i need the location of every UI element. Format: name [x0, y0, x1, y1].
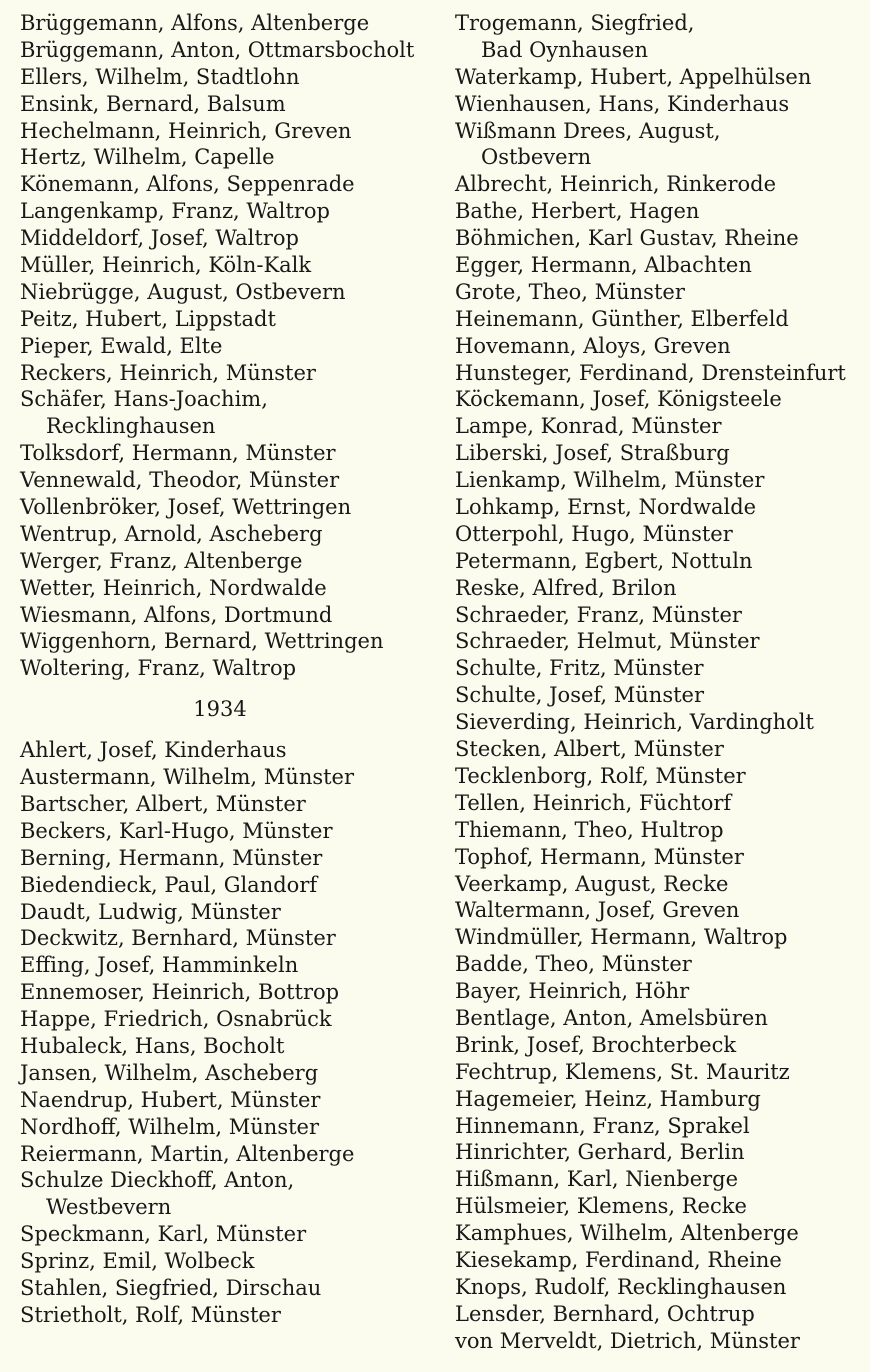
name-entry: Hunsteger, Ferdinand, Drensteinfurt	[455, 360, 846, 385]
name-entry: Hechelmann, Heinrich, Greven	[20, 118, 352, 143]
name-entry: Effing, Josef, Hamminkeln	[20, 953, 299, 978]
name-entry: Thiemann, Theo, Hultrop	[455, 817, 724, 842]
name-entry: Daudt, Ludwig, Münster	[20, 899, 281, 924]
name-entry: Waterkamp, Hubert, Appelhülsen	[455, 64, 812, 89]
name-entry: Heinemann, Günther, Elberfeld	[455, 306, 789, 331]
name-entry: Ahlert, Josef, Kinderhaus	[20, 738, 287, 763]
name-entry: Bayer, Heinrich, Höhr	[455, 979, 690, 1004]
name-entry: Bathe, Herbert, Hagen	[455, 199, 700, 224]
name-entry: Wiesmann, Alfons, Dortmund	[20, 602, 333, 627]
name-entry: von Merveldt, Dietrich, Münster	[455, 1328, 800, 1353]
left-column	[20, 10, 430, 1329]
name-entry: Schulte, Josef, Münster	[455, 683, 705, 708]
name-entry: Albrecht, Heinrich, Rinkerode	[455, 172, 776, 197]
name-entry: Schulte, Fritz, Münster	[455, 656, 704, 681]
left-entries-after-year	[20, 737, 430, 1329]
right-entries	[455, 10, 865, 1355]
name-entry: Hinrichter, Gerhard, Berlin	[455, 1140, 745, 1165]
name-entry: Könemann, Alfons, Seppenrade	[20, 172, 355, 197]
name-entry: Hißmann, Karl, Nienberge	[455, 1167, 739, 1192]
name-entry: Otterpohl, Hugo, Münster	[455, 521, 733, 546]
name-entry: Pieper, Ewald, Elte	[20, 333, 223, 358]
name-entry: Lohkamp, Ernst, Nordwalde	[455, 495, 757, 520]
name-entry: Badde, Theo, Münster	[455, 952, 692, 977]
name-entry: Stahlen, Siegfried, Dirschau	[20, 1275, 322, 1300]
name-entry: Deckwitz, Bernhard, Münster	[20, 926, 336, 951]
name-entry: Brink, Josef, Brochterbeck	[455, 1032, 737, 1057]
name-entry: Berning, Hermann, Münster	[20, 845, 323, 870]
name-entry: Wißmann Drees, August,	[455, 118, 721, 143]
name-entry: Tolksdorf, Hermann, Münster	[20, 441, 336, 466]
name-entry: Liberski, Josef, Straßburg	[455, 441, 730, 466]
name-entry: Böhmichen, Karl Gustav, Rheine	[455, 226, 799, 251]
name-entry: Vennewald, Theodor, Münster	[20, 468, 340, 493]
name-entry: Müller, Heinrich, Köln-Kalk	[20, 253, 312, 278]
right-column	[455, 10, 865, 1355]
name-entry: Jansen, Wilhelm, Ascheberg	[20, 1060, 319, 1085]
name-entry: Woltering, Franz, Waltrop	[20, 656, 297, 681]
name-entry: Biedendieck, Paul, Glandorf	[20, 872, 318, 897]
name-entry: Middeldorf, Josef, Waltrop	[20, 226, 299, 251]
name-entry: Windmüller, Hermann, Waltrop	[455, 925, 788, 950]
name-entry: Schraeder, Helmut, Münster	[455, 629, 760, 654]
name-entry: Peitz, Hubert, Lippstadt	[20, 306, 276, 331]
name-entry: Happe, Friedrich, Osnabrück	[20, 1007, 332, 1032]
name-entry: Egger, Hermann, Albachten	[455, 253, 752, 278]
name-entry: Nordhoff, Wilhelm, Münster	[20, 1114, 320, 1139]
name-entry: Reiermann, Martin, Altenberge	[20, 1141, 355, 1166]
name-entry: Hertz, Wilhelm, Capelle	[20, 145, 275, 170]
year-heading: 1934	[193, 697, 247, 722]
name-entry-continuation: Bad Oynhausen	[481, 37, 648, 62]
name-entry: Stecken, Albert, Münster	[455, 737, 724, 762]
name-entry: Hinnemann, Franz, Sprakel	[455, 1113, 750, 1138]
name-entry: Niebrügge, August, Ostbevern	[20, 279, 346, 304]
name-entry: Veerkamp, August, Recke	[455, 871, 729, 896]
name-entry: Petermann, Egbert, Nottuln	[455, 548, 753, 573]
name-entry: Lampe, Konrad, Münster	[455, 414, 722, 439]
name-entry: Werger, Franz, Altenberge	[20, 548, 303, 573]
name-entry: Tellen, Heinrich, Füchtorf	[455, 790, 732, 815]
name-entry: Kamphues, Wilhelm, Altenberge	[455, 1221, 799, 1246]
name-entry: Brüggemann, Alfons, Altenberge	[20, 11, 370, 35]
name-entry: Hülsmeier, Klemens, Recke	[455, 1194, 747, 1219]
name-entry: Reckers, Heinrich, Münster	[20, 360, 316, 385]
name-entry: Sieverding, Heinrich, Vardingholt	[455, 710, 814, 735]
name-entry: Ensink, Bernard, Balsum	[20, 91, 286, 116]
name-entry: Hubaleck, Hans, Bocholt	[20, 1033, 285, 1058]
name-entry: Bartscher, Albert, Münster	[20, 791, 306, 816]
name-entry: Wentrup, Arnold, Ascheberg	[20, 521, 323, 546]
name-entry: Ennemoser, Heinrich, Bottrop	[20, 980, 340, 1005]
name-entry: Wienhausen, Hans, Kinderhaus	[455, 91, 790, 116]
name-entry: Sprinz, Emil, Wolbeck	[20, 1249, 255, 1274]
name-entry-continuation: Westbevern	[46, 1195, 172, 1220]
name-entry-continuation: Ostbevern	[481, 145, 592, 170]
name-entry: Beckers, Karl-Hugo, Münster	[20, 818, 333, 843]
name-entry: Ellers, Wilhelm, Stadtlohn	[20, 64, 300, 89]
name-entry: Brüggemann, Anton, Ottmarsbocholt	[20, 37, 415, 62]
name-entry: Schraeder, Franz, Münster	[455, 602, 742, 627]
name-entry: Wetter, Heinrich, Nordwalde	[20, 575, 327, 600]
name-entry: Lienkamp, Wilhelm, Münster	[455, 468, 765, 493]
name-entry: Trogemann, Siegfried,	[455, 11, 695, 35]
name-entry: Speckmann, Karl, Münster	[20, 1222, 307, 1247]
name-entry: Knops, Rudolf, Recklinghausen	[455, 1274, 787, 1299]
name-entry: Strietholt, Rolf, Münster	[20, 1302, 281, 1327]
name-entry: Kiesekamp, Ferdinand, Rheine	[455, 1247, 782, 1272]
name-entry: Tophof, Hermann, Münster	[455, 844, 744, 869]
name-entry: Austermann, Wilhelm, Münster	[20, 765, 355, 790]
name-entry: Bentlage, Anton, Amelsbüren	[455, 1005, 768, 1030]
left-entries-before-year	[20, 10, 430, 682]
name-entry: Reske, Alfred, Brilon	[455, 575, 677, 600]
name-entry: Waltermann, Josef, Greven	[455, 898, 740, 923]
name-entry: Köckemann, Josef, Königsteele	[455, 387, 782, 412]
name-entry: Grote, Theo, Münster	[455, 279, 685, 304]
name-entry: Schulze Dieckhoff, Anton,	[20, 1168, 295, 1193]
name-entry: Hovemann, Aloys, Greven	[455, 333, 731, 358]
name-entry: Hagemeier, Heinz, Hamburg	[455, 1086, 761, 1111]
name-entry: Wiggenhorn, Bernard, Wettringen	[20, 629, 384, 654]
name-entry: Schäfer, Hans-Joachim,	[20, 387, 268, 412]
name-entry: Naendrup, Hubert, Münster	[20, 1087, 321, 1112]
name-entry: Vollenbröker, Josef, Wettringen	[20, 495, 352, 520]
name-entry: Tecklenborg, Rolf, Münster	[455, 763, 746, 788]
name-entry: Fechtrup, Klemens, St. Mauritz	[455, 1059, 790, 1084]
name-entry: Langenkamp, Franz, Waltrop	[20, 199, 330, 224]
name-entry: Lensder, Bernhard, Ochtrup	[455, 1301, 755, 1326]
name-entry-continuation: Recklinghausen	[46, 414, 216, 439]
